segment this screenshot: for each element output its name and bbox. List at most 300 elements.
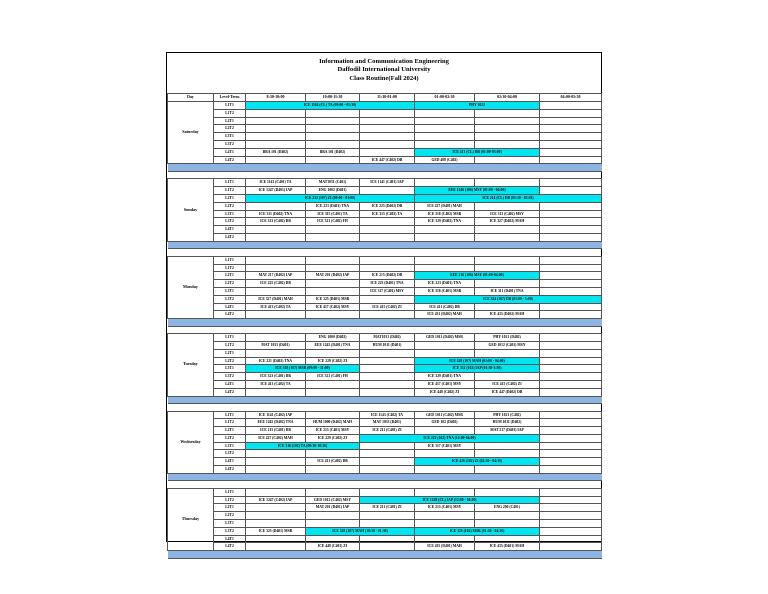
level-term-cell: L1T1 [214,411,246,419]
class-cell [360,512,415,520]
table-row [168,303,602,311]
class-cell: ICE 411 (C402) DB [306,458,360,466]
day-separator [168,473,602,481]
table-row [168,109,602,117]
col-header: 10:00-11:30 [306,94,360,102]
table-row [168,156,602,164]
level-term-cell: L4T1 [214,226,246,234]
class-cell [475,156,540,164]
class-cell [475,125,540,133]
class-cell [360,187,415,195]
class-cell: ICE 413 (C402) TA [246,380,306,388]
class-cell [360,140,415,148]
level-term-cell: L4T2 [214,233,246,241]
table-row [168,272,602,280]
class-cell [246,256,306,264]
class-cell [306,349,360,357]
lab-class-block: ICE 1164 (CL) TA (09:00 - 01:30) [246,102,415,110]
class-cell [360,442,415,450]
table-row [168,458,602,466]
class-cell: GED 1011 (D402) MSR [415,334,475,342]
level-term-cell: L3T1 [214,520,246,528]
class-cell: ICE 321 (C402) FH [306,218,360,226]
col-header: 02:30-04:00 [475,94,540,102]
class-cell [246,133,306,141]
level-term-cell: L3T2 [214,140,246,148]
level-term-cell: L4T1 [214,303,246,311]
class-cell [415,520,475,528]
table-row [168,388,602,396]
class-cell [306,226,360,234]
table-row [168,218,602,226]
class-cell [540,280,602,288]
class-cell [415,140,475,148]
class-cell: ICE 417 (C401) MSY [415,380,475,388]
class-cell [360,295,415,303]
class-cell [540,450,602,458]
class-cell: ICE 223 (D401) TNA [306,202,360,210]
class-cell [360,218,415,226]
class-cell: PHY 1021 (C402) [475,411,540,419]
class-cell [246,543,306,551]
class-cell [415,133,475,141]
class-cell [246,109,306,117]
lab-class-block: ICE 222 (102) TNA (12:00-04:00) [360,434,540,442]
class-cell: ICE 227 (D401) MAH [415,202,475,210]
class-cell [415,264,475,272]
class-cell [360,543,415,551]
level-term-cell: L2T1 [214,504,246,512]
level-term-cell: L3T2 [214,373,246,381]
lab-class-block: ICE 1248 (CL) IAP (12:00 - 04:00) [360,496,540,504]
class-cell: ICE 211 (C401) ZI [360,504,415,512]
col-header: 01:00-02:30 [415,94,475,102]
class-cell: MAT 201 (D402) IAP [306,272,360,280]
class-cell [540,496,602,504]
class-cell [306,520,360,528]
table-row [168,194,602,202]
class-cell: ICE 318 (C402) MSR [415,210,475,218]
table-row [168,543,602,551]
class-cell [246,535,306,543]
class-cell [246,450,306,458]
class-cell [475,140,540,148]
class-cell: ICE 325 (D401) MSR [246,527,306,535]
class-cell [540,334,602,342]
class-cell: ENG 1002 (D401) [306,187,360,195]
level-term-cell: L4T1 [214,458,246,466]
table-row [168,148,602,156]
class-cell: ICE 321 (C401) FH [306,373,360,381]
class-cell [306,311,360,319]
class-cell [475,442,540,450]
class-cell [360,488,415,496]
day-label: Tuesday [168,334,214,396]
class-cell [246,156,306,164]
class-cell: HUM 1000 (D402) MAH [306,419,360,427]
class-cell [360,466,415,474]
class-cell: ICE 1141 (C401) IAP [360,179,415,187]
class-cell [475,264,540,272]
class-cell: ICE 447 (C402) DB [360,156,415,164]
class-cell [360,373,415,381]
class-cell: ICE 213 (C401) MSY [415,504,475,512]
class-cell [415,466,475,474]
class-cell [540,543,602,551]
lab-class-block: EEE 1246 (106) MSY (01:00 - 04:00) [415,187,540,195]
class-cell [540,512,602,520]
class-cell: ICE 327 (D402) MAH [475,218,540,226]
class-cell: ICE 1143 (C401) TA [246,179,306,187]
class-cell: ICE 227 (C402) MAH [246,434,306,442]
class-cell: ICE 223 (D401) TNA [360,280,415,288]
day-separator [168,396,602,404]
class-cell [415,349,475,357]
class-cell [360,233,415,241]
class-cell [415,341,475,349]
class-cell: EEE 1245 (D402) TNA [246,419,306,427]
class-cell [540,520,602,528]
lab-class-block: ICE 228 (107) MAH (01:00 - 04:00) [415,357,540,365]
class-cell [540,427,602,435]
class-cell [415,512,475,520]
class-cell [246,512,306,520]
lab-class-block: ICE 312 (102) IAP (01:30-3:30) [415,365,540,373]
level-term-cell: L1T1 [214,256,246,264]
class-cell: ICE 431 (D402) MAH [415,311,475,319]
class-cell: ICE 433 (D402) MAH [475,311,540,319]
class-cell [360,365,415,373]
table-row [168,349,602,357]
class-cell [306,133,360,141]
level-term-cell: L1T1 [214,488,246,496]
day-spacer [168,404,602,412]
level-term-cell: L2T1 [214,194,246,202]
class-cell [360,264,415,272]
class-cell: GED 1012 (C402) MSY [306,496,360,504]
class-cell [540,373,602,381]
class-cell [415,179,475,187]
class-cell [540,226,602,234]
class-cell [246,117,306,125]
class-cell: GED 1012 (C401) MSY [475,341,540,349]
class-cell: ICE 225 (D402) DB [360,202,415,210]
class-cell: ICE 311 (D402) TNA [246,210,306,218]
level-term-cell: L1T2 [214,187,246,195]
table-row [168,311,602,319]
day-spacer [168,326,602,334]
table-row [168,226,602,234]
class-cell: ICE 223 (D401) TNA [415,280,475,288]
level-term-cell: L3T2 [214,527,246,535]
level-term-cell: L2T2 [214,125,246,133]
level-term-cell: L4T2 [214,388,246,396]
class-cell [540,102,602,110]
level-term-cell: L2T2 [214,357,246,365]
lab-class-block: ICE 328 (107) MAH (10:30 - 01:30) [306,527,415,535]
class-cell [246,264,306,272]
level-term-cell: L1T2 [214,264,246,272]
class-cell: ICE 323 (C402) DB [246,218,306,226]
level-term-cell: L3T2 [214,450,246,458]
class-cell [306,156,360,164]
table-row [168,434,602,442]
class-cell [246,233,306,241]
level-term-cell: L2T2 [214,512,246,520]
level-term-cell: L4T1 [214,148,246,156]
class-cell [360,380,415,388]
class-cell [306,535,360,543]
class-cell: ICE 221 (D402) TNA [246,357,306,365]
class-cell: ICE 435 (D401) MAH [415,543,475,551]
class-cell [540,341,602,349]
col-header: Day [168,94,214,102]
class-cell [306,140,360,148]
class-cell [360,148,415,156]
level-term-cell: L1T1 [214,334,246,342]
class-cell [360,458,415,466]
class-cell [360,125,415,133]
class-cell: GED 102 (D402) [415,419,475,427]
class-cell [540,504,602,512]
class-cell [360,349,415,357]
level-term-cell: L4T1 [214,380,246,388]
col-header: 04:00-05:30 [540,94,602,102]
table-row [168,187,602,195]
day-separator [168,319,602,327]
class-cell [306,117,360,125]
table-row [168,527,602,535]
table-row [168,512,602,520]
class-cell: ICE 1247 (D401) IAP [246,187,306,195]
class-cell [540,156,602,164]
class-cell [306,109,360,117]
class-cell: ICE 327 (D401) MAH [246,295,306,303]
class-cell [475,349,540,357]
table-row [168,357,602,365]
class-cell: ICE 1143 (C402) TA [360,411,415,419]
class-cell [475,202,540,210]
class-cell: BBA 101 (D402) [246,148,306,156]
class-cell [415,535,475,543]
class-cell [540,380,602,388]
lab-class-block: ICE 214 (CL) DB (01:30 - 05:30) [415,194,602,202]
level-term-cell: L4T2 [214,466,246,474]
level-term-cell: L2T1 [214,427,246,435]
class-cell [475,233,540,241]
table-row [168,380,602,388]
lab-class-block: ICE 416 (102) ZI (02:30 - 04:30) [415,458,540,466]
class-cell: HUM 1011 (D402) [475,419,540,427]
table-row [168,365,602,373]
class-cell: PHY 1021 (D402) [475,334,540,342]
class-cell [360,133,415,141]
class-cell: ICE 318 (C401) MSR [415,287,475,295]
routine-sheet [166,52,602,549]
level-term-cell: L2T2 [214,280,246,288]
class-cell: ICE 317 (C401) MSY [360,287,415,295]
class-cell: ENG 1000 (D402) [306,334,360,342]
class-cell: ICE 447 (D402) DB [475,388,540,396]
class-cell: ICE 225 (C402) DB [246,280,306,288]
table-row [168,373,602,381]
class-cell: HUM 1011 (D401) [360,341,415,349]
level-term-cell: L2T2 [214,202,246,210]
class-cell [475,303,540,311]
class-cell [306,125,360,133]
lab-class-block: ICE 318 (107) MSR (09:00 - 11:00) [246,365,360,373]
table-row [168,535,602,543]
class-cell: ICE 411 (C402) DB [415,303,475,311]
class-cell [540,218,602,226]
level-term-cell: L4T2 [214,311,246,319]
day-label: Wednesday [168,411,214,473]
table-row [168,210,602,218]
class-cell [540,488,602,496]
day-label: Monday [168,256,214,318]
class-cell [475,512,540,520]
class-cell [540,458,602,466]
class-cell: MAT 1033 (D401) [360,419,415,427]
routine-title: Class Routine(Fall 2024) [349,74,419,82]
class-cell: ICE 329 (D402) TNA [415,218,475,226]
level-term-cell: L1T2 [214,419,246,427]
class-cell [475,466,540,474]
class-cell [246,311,306,319]
class-cell [360,226,415,234]
class-cell [360,357,415,365]
table-row [168,179,602,187]
class-cell [475,256,540,264]
class-cell [540,179,602,187]
class-cell: ICE 448 (C402) ZI [415,388,475,396]
class-cell [306,450,360,458]
class-cell [246,504,306,512]
day-spacer [168,249,602,257]
class-cell: ICE 1247 (C402) IAP [246,496,306,504]
class-cell [360,520,415,528]
table-row [168,125,602,133]
department-title: Information and Communication Engineering [319,58,449,65]
table-row [168,341,602,349]
class-cell [540,133,602,141]
class-cell: ICE 413 (C402) TA [246,303,306,311]
class-cell: ENG 200 (C401) [475,504,540,512]
class-cell [246,458,306,466]
class-cell [540,140,602,148]
class-cell [360,256,415,264]
level-term-cell: L3T1 [214,442,246,450]
table-row [168,466,602,474]
lab-class-block: PHY 1022 [415,102,540,110]
class-cell [540,272,602,280]
day-label: Saturday [168,102,214,164]
class-cell: ICE 211 (C401) ZI [360,427,415,435]
class-routine-table [167,93,602,559]
class-cell [475,535,540,543]
class-cell: MAT 217 (D402) IAP [246,272,306,280]
class-cell: EEE 1245 (D401) TNA [306,341,360,349]
class-cell [540,357,602,365]
table-row [168,256,602,264]
table-row [168,419,602,427]
level-term-cell: L3T2 [214,295,246,303]
class-cell [475,280,540,288]
level-term-cell: L2T2 [214,434,246,442]
level-term-cell: L4T2 [214,156,246,164]
class-cell [246,226,306,234]
class-cell [540,365,602,373]
class-cell [540,264,602,272]
level-term-cell: L3T2 [214,218,246,226]
class-cell [540,349,602,357]
class-cell [475,488,540,496]
table-row [168,287,602,295]
table-row [168,202,602,210]
level-term-cell: L3T1 [214,133,246,141]
class-cell [540,187,602,195]
class-cell [306,488,360,496]
class-cell [415,117,475,125]
class-cell: MAT1031 (D402) [360,334,415,342]
class-cell [306,388,360,396]
class-cell [540,411,602,419]
table-row [168,334,602,342]
class-cell [246,466,306,474]
table-row [168,133,602,141]
table-row [168,520,602,528]
class-cell [540,303,602,311]
level-term-cell: L2T1 [214,272,246,280]
class-cell [475,450,540,458]
class-cell: BBA 101 (D402) [306,148,360,156]
class-cell: ICE 325 (D401) MSR [306,295,360,303]
class-cell [475,373,540,381]
class-cell [246,520,306,528]
class-cell: ICE 323 (C401) DB [246,373,306,381]
class-cell [306,256,360,264]
class-cell: MAT 1033 (D401) [246,341,306,349]
class-cell: MAT 217 (D401) IAP [475,427,540,435]
table-row [168,117,602,125]
class-cell: ICE 415 (C402) ZI [360,303,415,311]
class-cell [415,488,475,496]
class-cell: ICE 229 (C402) ZI [306,434,360,442]
table-row [168,427,602,435]
class-cell: ICE 315 (C401) TA [306,210,360,218]
class-cell [246,334,306,342]
class-cell [540,311,602,319]
class-cell [246,140,306,148]
class-cell: MAT 201 (D401) IAP [306,504,360,512]
table-row [168,140,602,148]
level-term-cell: L1T1 [214,179,246,187]
class-cell [540,117,602,125]
class-cell: MAT1031 (C401) [306,179,360,187]
class-cell [306,287,360,295]
table-row [168,264,602,272]
class-cell: ICE 315 (C402) TA [360,210,415,218]
class-cell: ICE 448 (C401) ZI [306,543,360,551]
class-cell [540,419,602,427]
day-spacer [168,481,602,489]
level-term-cell: L1T2 [214,496,246,504]
col-header: 8:30-10:00 [246,94,306,102]
table-row [168,295,602,303]
level-term-cell: L3T1 [214,287,246,295]
class-cell [306,512,360,520]
class-cell [415,226,475,234]
